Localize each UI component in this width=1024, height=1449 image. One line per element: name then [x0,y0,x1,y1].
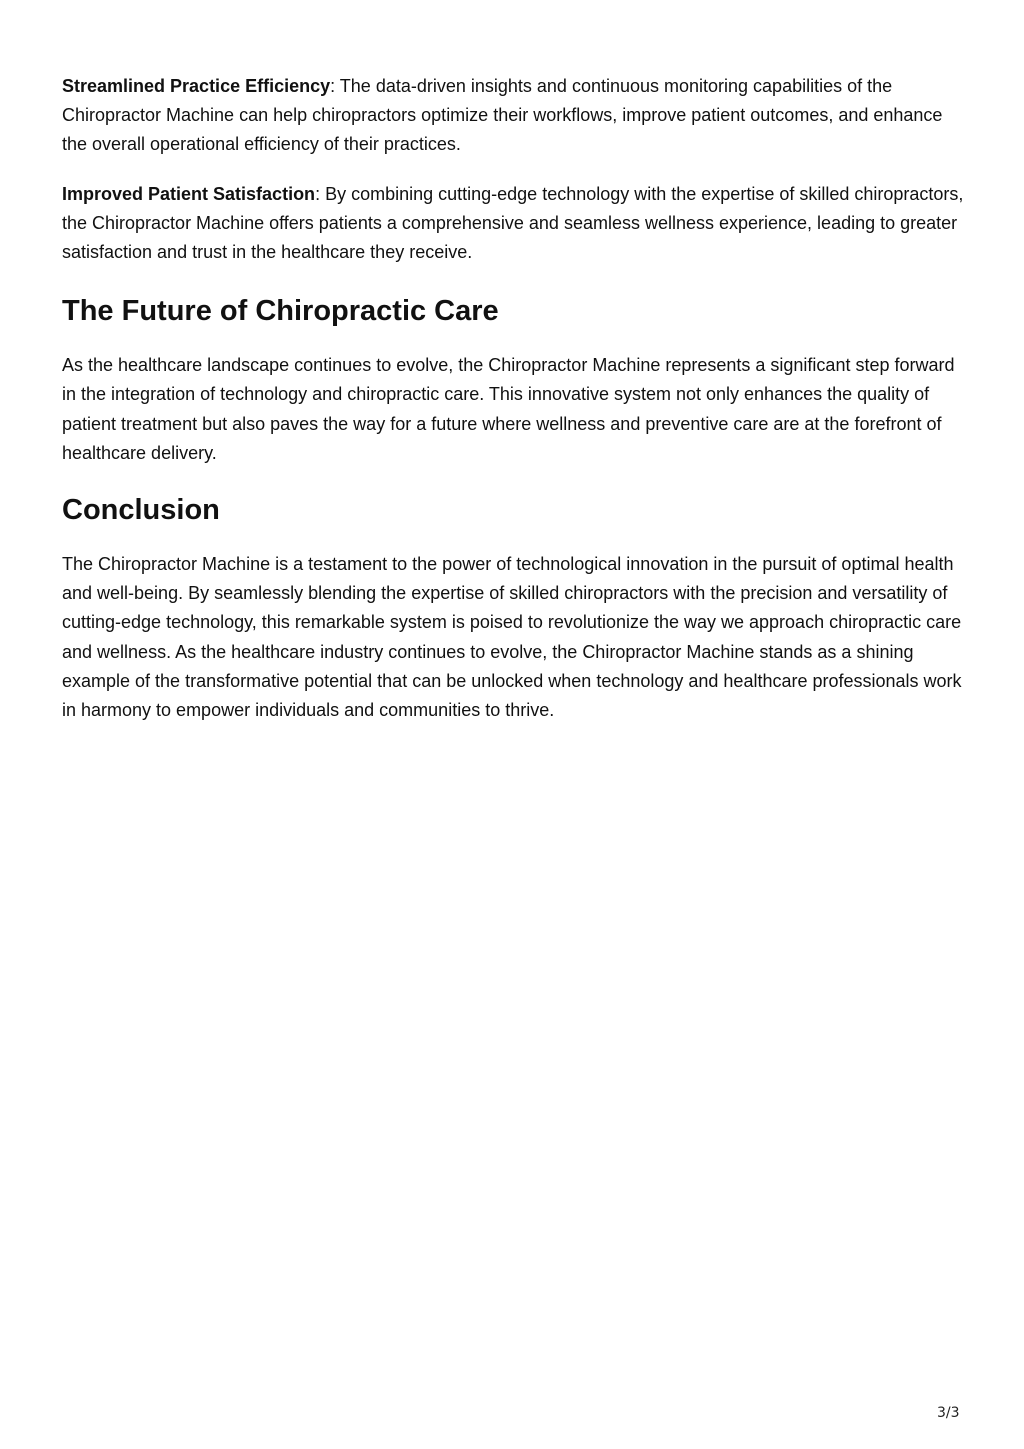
paragraph-improved-patient-satisfaction [62,180,967,268]
heading-conclusion: Conclusion [62,494,220,527]
paragraph-body: : The data-driven insights and continuous monitoring capabilities of the Chiropractor Machine can help chiropractors optimize their workflows, improve patient outcomes, and enhance the overall operational efficiency of their practices. [62,76,943,155]
paragraph-body: : By combining cutting-edge technology with the expertise of skilled chiropractors, the Chiropractor Machine offers patients a comprehensive and seamless wellness experience, leading to greater satisfaction and trust in the healthcare they receive. [62,183,964,263]
paragraph-lead: Streamlined Practice Efficiency [62,76,331,96]
page-number: 3/3 [937,1405,960,1421]
paragraph-future: As the healthcare landscape continues to evolve, the Chiropractor Machine represents a significant step forward in the integration of technology and chiropractic care. This innovative system not only enhances the quality of patient treatment but also paves the way for a future where wellness and preventive care are at the forefront of healthcare delivery. [62,355,955,463]
document-page [62,72,967,745]
paragraph-conclusion: The Chiropractor Machine is a testament to the power of technological innovation in the pursuit of optimal health and well-being. By seamlessly blending the expertise of skilled chiropractors with the precision and versatility of cutting-edge technology, this remarkable system is poised to revolutionize the way we approach chiropractic care and wellness. As the healthcare industry continues to evolve, the Chiropractor Machine stands as a shining example of the transformative potential that can be unlocked when technology and healthcare professionals work in harmony to empower individuals and communities to thrive. [62,554,962,721]
paragraph-lead: Improved Patient Satisfaction [62,183,316,204]
heading-future-of-chiropractic-care: The Future of Chiropractic Care [62,295,499,328]
paragraph-streamlined-practice-efficiency [62,72,967,160]
